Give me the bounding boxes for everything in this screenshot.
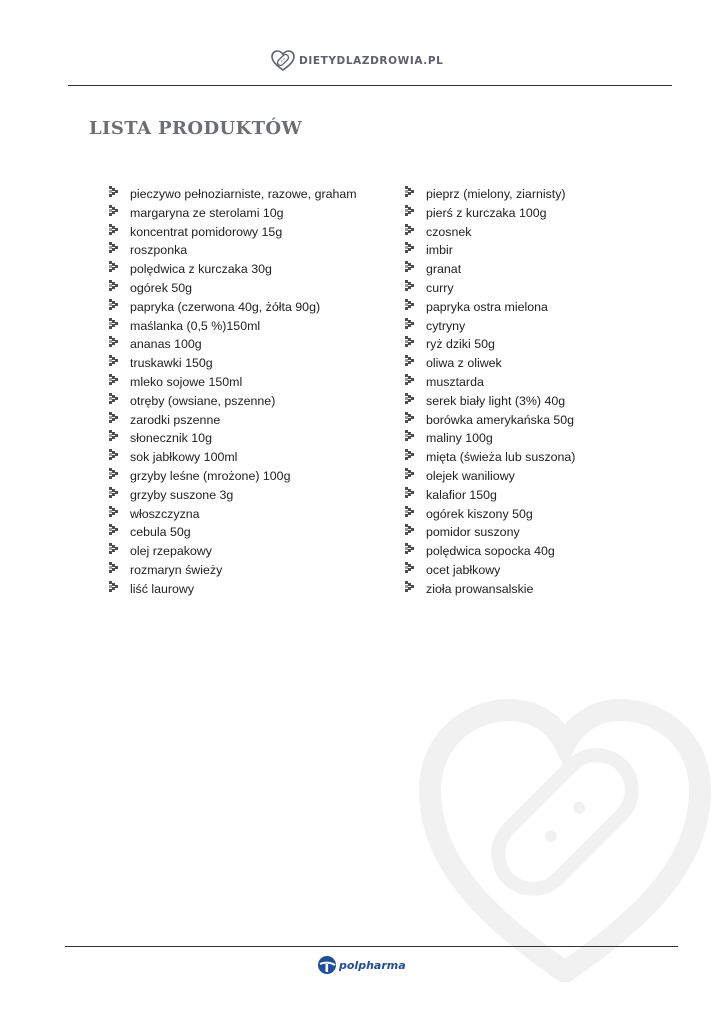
header-divider [68,85,672,86]
product-list-item [109,317,389,336]
heart-bandage-watermark-icon [415,672,715,982]
product-label: granat [426,262,462,277]
product-label: papryka (czerwona 40g, żółta 90g) [130,299,321,314]
pixel-arrow-bullet-icon [109,543,119,554]
header-brand-text: DIETYDLAZDROWIA.PL [299,55,444,67]
pixel-arrow-bullet-icon [405,261,415,272]
product-label: oliwa z oliwek [426,356,502,371]
product-label: polędwica sopocka 40g [426,544,555,559]
product-label: grzyby leśne (mrożone) 100g [130,468,291,483]
pixel-arrow-bullet-icon [109,205,119,216]
product-list-item [405,542,685,561]
product-label: ryż dziki 50g [426,337,495,352]
product-label: maślanka (0,5 %)150ml [130,318,261,333]
product-label: papryka ostra mielona [426,299,548,314]
product-list-item [109,373,389,392]
heart-bandage-icon [270,48,296,74]
product-label: borówka amerykańska 50g [426,412,575,427]
product-list-item [405,354,685,373]
footer-brand-text: polpharma [339,958,406,972]
product-label: włoszczyzna [130,506,200,521]
product-label: maliny 100g [426,431,493,446]
pixel-arrow-bullet-icon [405,186,415,197]
product-label: kalafior 150g [426,487,497,502]
pixel-arrow-bullet-icon [109,336,119,347]
product-label: sok jabłkowy 100ml [130,450,238,465]
pixel-arrow-bullet-icon [405,468,415,479]
pixel-arrow-bullet-icon [109,393,119,404]
pixel-arrow-bullet-icon [109,299,119,310]
product-list-item [109,392,389,411]
pixel-arrow-bullet-icon [109,318,119,329]
product-label: zarodki pszenne [130,412,221,427]
pixel-arrow-bullet-icon [109,224,119,235]
pixel-arrow-bullet-icon [405,543,415,554]
product-list-item [405,373,685,392]
pixel-arrow-bullet-icon [109,468,119,479]
pixel-arrow-bullet-icon [109,524,119,535]
pixel-arrow-bullet-icon [405,205,415,216]
pixel-arrow-bullet-icon [109,374,119,385]
product-list-item [109,505,389,524]
pixel-arrow-bullet-icon [109,280,119,291]
product-list-left [109,185,389,599]
pixel-arrow-bullet-icon [109,430,119,441]
product-label: olej rzepakowy [130,544,212,559]
product-label: ogórek 50g [130,280,193,295]
product-label: mięta (świeża lub suszona) [426,450,576,465]
product-label: koncentrat pomidorowy 15g [130,224,283,239]
product-list-right [405,185,685,599]
polpharma-logo-icon [317,955,337,975]
product-list-item [405,241,685,260]
product-list-item [405,505,685,524]
product-list-item [109,486,389,505]
product-list-item [405,335,685,354]
product-list-item [109,279,389,298]
product-label: pierś z kurczaka 100g [426,205,547,220]
pixel-arrow-bullet-icon [109,412,119,423]
product-label: roszponka [130,243,188,258]
pixel-arrow-bullet-icon [109,562,119,573]
footer-logo [317,955,406,975]
product-label: zioła prowansalskie [426,581,534,596]
pixel-arrow-bullet-icon [405,355,415,366]
header-logo [270,47,443,75]
pixel-arrow-bullet-icon [405,374,415,385]
product-label: imbir [426,243,453,258]
product-list-item [405,411,685,430]
page-title: LISTA PRODUKTÓW [89,118,303,139]
product-list-item [405,204,685,223]
product-list-item [109,411,389,430]
product-label: cebula 50g [130,525,191,540]
pixel-arrow-bullet-icon [405,224,415,235]
pixel-arrow-bullet-icon [109,487,119,498]
product-list-item [109,335,389,354]
product-list-item [109,467,389,486]
footer-divider [65,946,678,947]
product-list-item [109,185,389,204]
product-list-item [405,260,685,279]
product-label: słonecznik 10g [130,431,212,446]
pixel-arrow-bullet-icon [405,524,415,535]
pixel-arrow-bullet-icon [405,487,415,498]
pixel-arrow-bullet-icon [109,449,119,460]
product-list-item [405,223,685,242]
product-list-item [109,429,389,448]
product-list-item [109,260,389,279]
product-list-item [109,204,389,223]
product-label: grzyby suszone 3g [130,487,234,502]
product-label: czosnek [426,224,472,239]
product-list-item [109,542,389,561]
product-label: pieczywo pełnoziarniste, razowe, graham [130,187,357,201]
product-list-item [405,580,685,599]
pixel-arrow-bullet-icon [109,355,119,366]
product-label: musztarda [426,374,484,389]
product-label: truskawki 150g [130,356,213,371]
product-list-item [405,279,685,298]
product-list-item [109,448,389,467]
pixel-arrow-bullet-icon [109,242,119,253]
product-label: cytryny [426,318,466,333]
pixel-arrow-bullet-icon [109,186,119,197]
product-label: margaryna ze sterolami 10g [130,205,284,220]
product-label: liść laurowy [130,581,195,596]
product-list-item [405,448,685,467]
product-label: otręby (owsiane, pszenne) [130,393,276,408]
pixel-arrow-bullet-icon [405,336,415,347]
product-list-item [109,561,389,580]
product-list-item [405,185,685,204]
product-list-item [405,561,685,580]
pixel-arrow-bullet-icon [405,430,415,441]
pixel-arrow-bullet-icon [405,299,415,310]
product-label: polędwica z kurczaka 30g [130,262,272,277]
product-list-item [405,298,685,317]
pixel-arrow-bullet-icon [405,280,415,291]
product-list-item [405,392,685,411]
product-label: rozmaryn świeży [130,562,223,577]
pixel-arrow-bullet-icon [109,581,119,592]
pixel-arrow-bullet-icon [109,261,119,272]
product-list-item [109,523,389,542]
product-list-item [405,486,685,505]
pixel-arrow-bullet-icon [405,393,415,404]
pixel-arrow-bullet-icon [405,318,415,329]
pixel-arrow-bullet-icon [405,581,415,592]
product-label: serek biały light (3%) 40g [426,393,566,408]
pixel-arrow-bullet-icon [405,242,415,253]
product-list-item [109,241,389,260]
product-list-item [109,223,389,242]
product-list-item [405,317,685,336]
product-list-item [405,523,685,542]
product-label: ogórek kiszony 50g [426,506,533,521]
product-label: olejek waniliowy [426,468,515,483]
product-label: ananas 100g [130,337,202,352]
product-label: pomidor suszony [426,525,520,540]
pixel-arrow-bullet-icon [109,506,119,517]
pixel-arrow-bullet-icon [405,506,415,517]
pixel-arrow-bullet-icon [405,562,415,573]
product-label: pieprz (mielony, ziarnisty) [426,187,566,201]
pixel-arrow-bullet-icon [405,449,415,460]
product-label: curry [426,280,454,295]
product-list-item [405,429,685,448]
product-list-item [405,467,685,486]
product-list-item [109,298,389,317]
product-label: mleko sojowe 150ml [130,374,243,389]
product-list-item [109,580,389,599]
pixel-arrow-bullet-icon [405,412,415,423]
product-list-item [109,354,389,373]
product-label: ocet jabłkowy [426,562,501,577]
